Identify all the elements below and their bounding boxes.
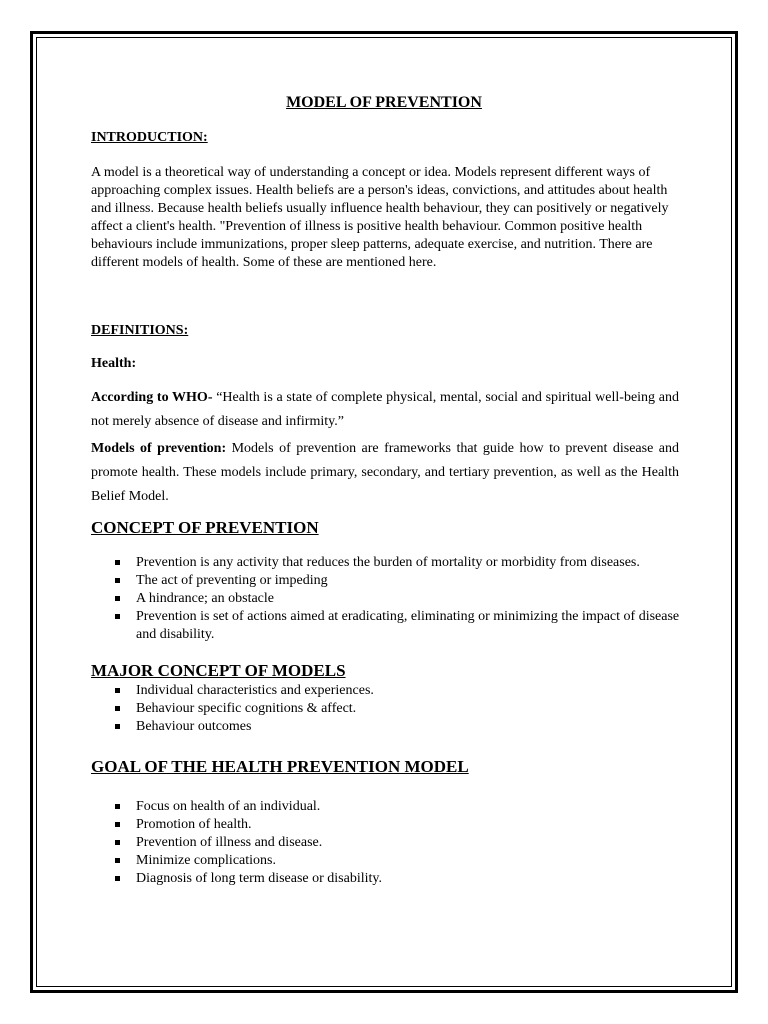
models-label: Models of prevention: — [91, 441, 227, 456]
models-text: Models of prevention are frameworks that guide how to prevent disease and promote health. These models include primary, secondary, and tertiary prevention, as well as the Health Belief Model. — [91, 441, 679, 504]
bullet-icon — [115, 596, 120, 601]
list-item: The act of preventing or impeding — [91, 572, 691, 590]
goal-heading: GOAL OF THE HEALTH PREVENTION MODEL — [91, 757, 469, 776]
list-item: Minimize complications. — [91, 852, 691, 870]
bullet-icon — [115, 578, 120, 583]
goal-list — [91, 798, 691, 888]
who-definition — [91, 386, 679, 434]
concept-heading: CONCEPT OF PREVENTION — [91, 518, 319, 537]
list-item: Diagnosis of long term disease or disability. — [91, 870, 691, 888]
list-item: Prevention is set of actions aimed at eradicating, eliminating or minimizing the impact of disease and disability. — [91, 608, 691, 644]
who-text: “Health is a state of complete physical, mental, social and spiritual well-being and not merely absence of disease and infirmity.” — [91, 390, 679, 429]
bullet-icon — [115, 614, 120, 619]
bullet-icon — [115, 560, 120, 565]
bullet-icon — [115, 876, 120, 881]
bullet-icon — [115, 706, 120, 711]
document-title: MODEL OF PREVENTION — [286, 94, 482, 111]
bullet-icon — [115, 804, 120, 809]
list-item: Prevention is any activity that reduces the burden of mortality or morbidity from diseases. — [91, 554, 691, 572]
introduction-text: A model is a theoretical way of understanding a concept or idea. Models represent different ways of approaching complex issues. Health beliefs are a person's ideas, convictions, and attitudes about health and illness. Because health beliefs usually influence health behaviour, they can positively or negatively affect a client's health. "Prevention of illness is positive health behaviour. Common positive health behaviours include immunizations, proper sleep patterns, adequate exercise, and nutrition. There are different models of health. Some of these are mentioned here. — [91, 165, 669, 270]
major-list — [91, 682, 691, 736]
list-item: Promotion of health. — [91, 816, 691, 834]
models-definition — [91, 437, 679, 509]
list-item: A hindrance; an obstacle — [91, 590, 691, 608]
bullet-icon — [115, 688, 120, 693]
bullet-icon — [115, 822, 120, 827]
bullet-icon — [115, 858, 120, 863]
major-heading: MAJOR CONCEPT OF MODELS — [91, 661, 346, 680]
list-item: Behaviour specific cognitions & affect. — [91, 700, 691, 718]
health-label: Health: — [91, 356, 137, 371]
bullet-icon — [115, 840, 120, 845]
list-item: Focus on health of an individual. — [91, 798, 691, 816]
introduction-heading: INTRODUCTION: — [91, 130, 208, 145]
list-item: Prevention of illness and disease. — [91, 834, 691, 852]
bullet-icon — [115, 724, 120, 729]
who-label: According to WHO- — [91, 390, 213, 405]
concept-list — [91, 554, 691, 644]
list-item: Individual characteristics and experiences. — [91, 682, 691, 700]
definitions-heading: DEFINITIONS: — [91, 323, 189, 338]
list-item: Behaviour outcomes — [91, 718, 691, 736]
